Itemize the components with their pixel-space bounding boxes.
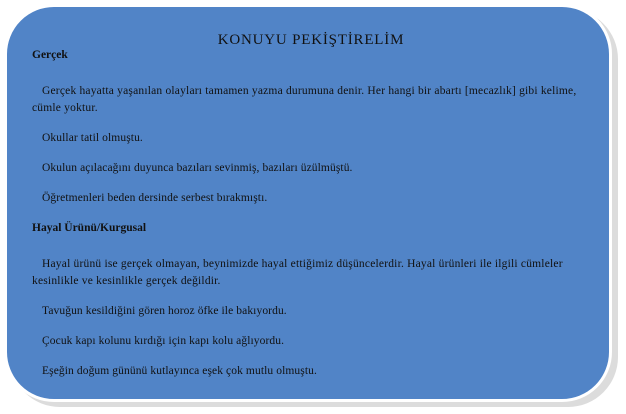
example-sentence: Öğretmenleri beden dersinde serbest bırakmıştı.	[42, 192, 268, 204]
example-sentence: Okulun açılacağını duyunca bazıları sevinmiş, bazıları üzülmüştü.	[42, 162, 353, 174]
example-sentence: Eşeğin doğum gününü kutlayınca eşek çok mutlu olmuştu.	[42, 365, 317, 377]
section-definition-gercek	[32, 83, 587, 117]
example-sentence: Çocuk kapı kolunu kırdığı için kapı kolu ağlıyordu.	[42, 335, 285, 347]
example-sentence: Tavuğun kesildiğini gören horoz öfke ile bakıyordu.	[42, 305, 287, 317]
section-definition-hayal	[32, 256, 587, 290]
section-heading-gercek: Gerçek	[32, 49, 68, 61]
card-title: KONUYU PEKİŞTİRELİM	[217, 32, 405, 48]
definition-text: Hayal ürünü ise gerçek olmayan, beynimizde hayal ettiğimiz düşüncelerdir. Hayal ürünleri ile ilgili cümleler kesinlikle ve kesinlikle gerçek değildir.	[32, 258, 563, 287]
info-card	[4, 4, 612, 402]
definition-text: Gerçek hayatta yaşanılan olayları tamamen yazma durumuna denir. Her hangi bir abartı [mecazlık] gibi kelime, cümle yoktur.	[32, 85, 577, 114]
section-heading-hayal: Hayal Ürünü/Kurgusal	[32, 222, 147, 234]
example-sentence: Okullar tatil olmuştu.	[42, 132, 143, 144]
card-content	[32, 47, 587, 380]
